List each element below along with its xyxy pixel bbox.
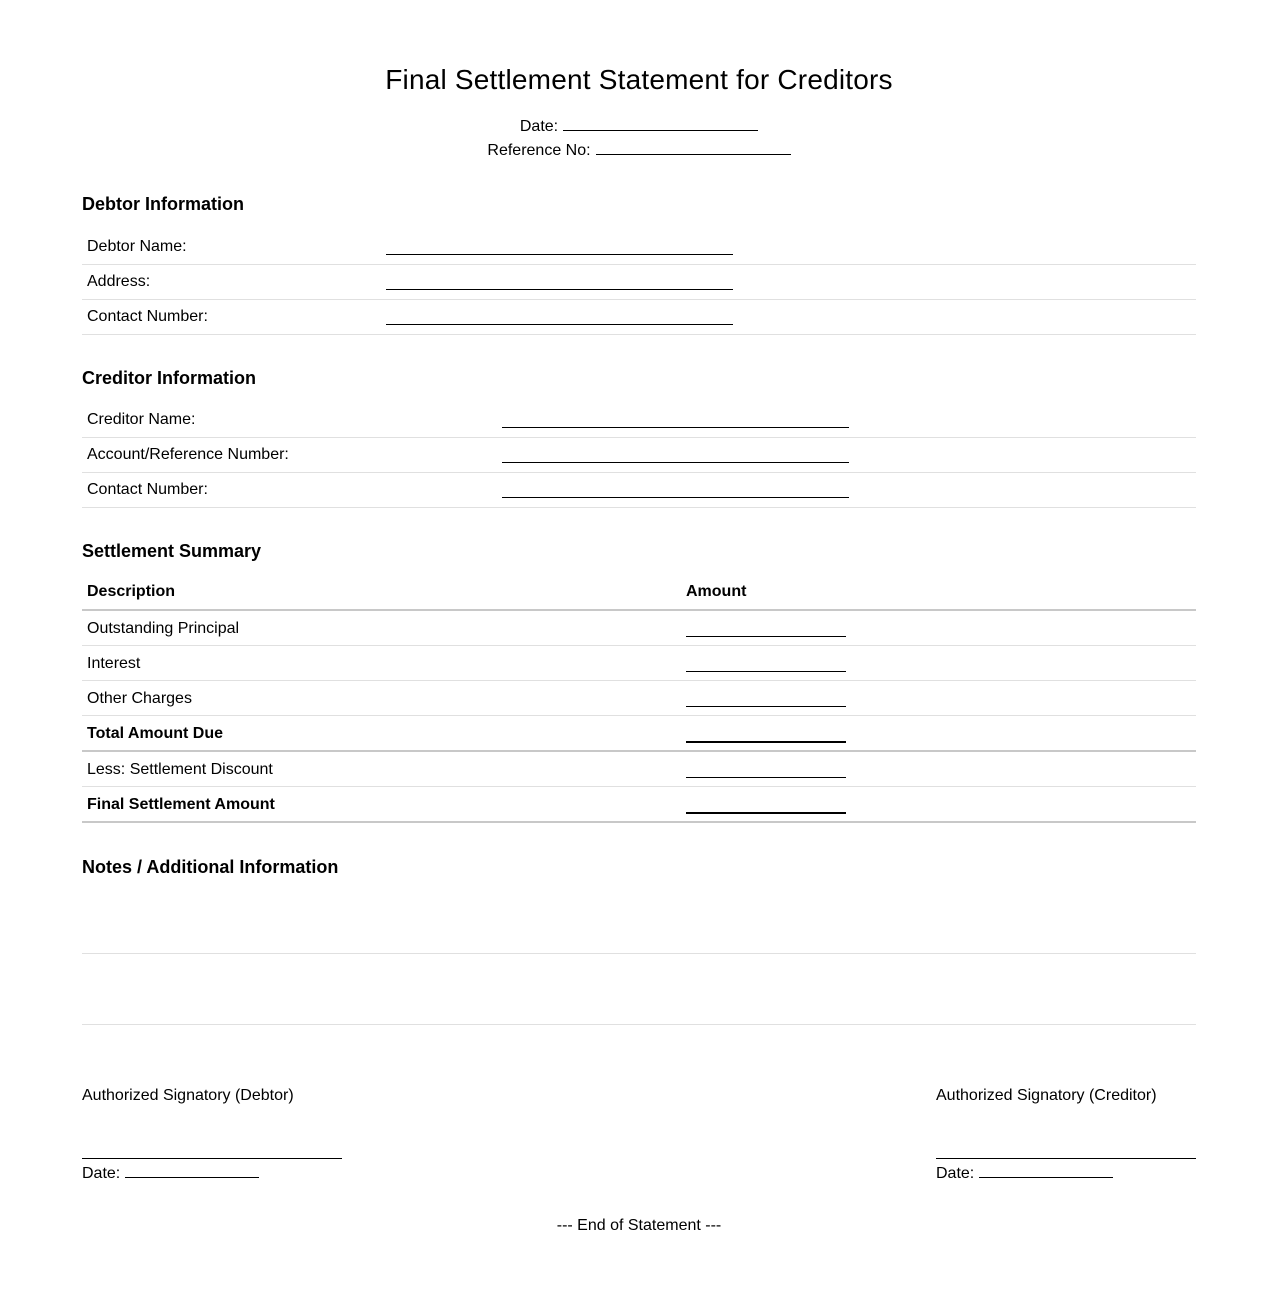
date-label: Date: xyxy=(519,118,559,135)
table-row xyxy=(82,646,1196,681)
row-description: Total Amount Due xyxy=(87,725,223,742)
amount-blank-field[interactable] xyxy=(686,777,846,778)
summary-section-title: Settlement Summary xyxy=(82,541,262,561)
debtor-signatory-label: Authorized Signatory (Debtor) xyxy=(82,1087,294,1104)
creditor-contact-row xyxy=(82,473,1196,508)
creditor-date-label: Date: xyxy=(936,1165,975,1182)
date-line xyxy=(0,116,1278,136)
creditor-contact-blank-field[interactable] xyxy=(502,497,849,498)
row-description: Less: Settlement Discount xyxy=(87,761,273,778)
creditor-date-blank-field[interactable] xyxy=(979,1163,1113,1178)
total-amount-blank-field[interactable] xyxy=(686,741,846,743)
debtor-section-title: Debtor Information xyxy=(82,194,244,214)
amount-column-header: Amount xyxy=(686,583,747,600)
summary-header-row xyxy=(82,574,1196,611)
description-column-header: Description xyxy=(87,583,176,600)
amount-blank-field[interactable] xyxy=(686,671,846,672)
date-blank-field[interactable] xyxy=(563,116,758,131)
table-row xyxy=(82,752,1196,787)
debtor-name-label: Debtor Name: xyxy=(87,238,187,255)
creditor-signatory-label: Authorized Signatory (Creditor) xyxy=(936,1087,1157,1104)
debtor-date-blank-field[interactable] xyxy=(125,1163,259,1178)
debtor-signature-line[interactable] xyxy=(82,1158,342,1159)
row-description: Final Settlement Amount xyxy=(87,796,275,813)
debtor-address-row xyxy=(82,265,1196,300)
creditor-name-row xyxy=(82,403,1196,438)
creditor-name-blank-field[interactable] xyxy=(502,427,849,428)
creditor-signature-date xyxy=(936,1163,1113,1183)
total-row xyxy=(82,716,1196,752)
creditor-name-label: Creditor Name: xyxy=(87,411,196,428)
amount-blank-field[interactable] xyxy=(686,636,846,637)
creditor-contact-label: Contact Number: xyxy=(87,481,208,498)
settlement-summary-table xyxy=(82,574,1196,823)
final-amount-row xyxy=(82,787,1196,823)
document-title: Final Settlement Statement for Creditors xyxy=(385,64,893,95)
debtor-info-table xyxy=(82,230,1196,335)
final-amount-blank-field[interactable] xyxy=(686,812,846,814)
creditor-section-title: Creditor Information xyxy=(82,368,256,388)
table-row xyxy=(82,611,1196,646)
debtor-address-label: Address: xyxy=(87,273,151,290)
reference-label: Reference No: xyxy=(487,142,591,159)
end-of-statement: --- End of Statement --- xyxy=(556,1217,722,1234)
reference-line xyxy=(0,140,1278,160)
row-description: Other Charges xyxy=(87,690,192,707)
creditor-account-row xyxy=(82,438,1196,473)
debtor-contact-row xyxy=(82,300,1196,335)
creditor-account-label: Account/Reference Number: xyxy=(87,446,289,463)
debtor-contact-label: Contact Number: xyxy=(87,308,208,325)
table-row xyxy=(82,681,1196,716)
debtor-address-blank-field[interactable] xyxy=(386,289,733,290)
row-description: Outstanding Principal xyxy=(87,620,240,637)
notes-line[interactable] xyxy=(82,953,1196,954)
debtor-date-label: Date: xyxy=(82,1165,121,1182)
amount-blank-field[interactable] xyxy=(686,706,846,707)
notes-line[interactable] xyxy=(82,1024,1196,1025)
notes-section-title: Notes / Additional Information xyxy=(82,857,339,877)
reference-blank-field[interactable] xyxy=(596,140,791,155)
creditor-signature-line[interactable] xyxy=(936,1158,1196,1159)
creditor-info-table xyxy=(82,403,1196,508)
debtor-name-row xyxy=(82,230,1196,265)
debtor-contact-blank-field[interactable] xyxy=(386,324,733,325)
debtor-signature-date xyxy=(82,1163,259,1183)
debtor-name-blank-field[interactable] xyxy=(386,254,733,255)
creditor-account-blank-field[interactable] xyxy=(502,462,849,463)
row-description: Interest xyxy=(87,655,141,672)
